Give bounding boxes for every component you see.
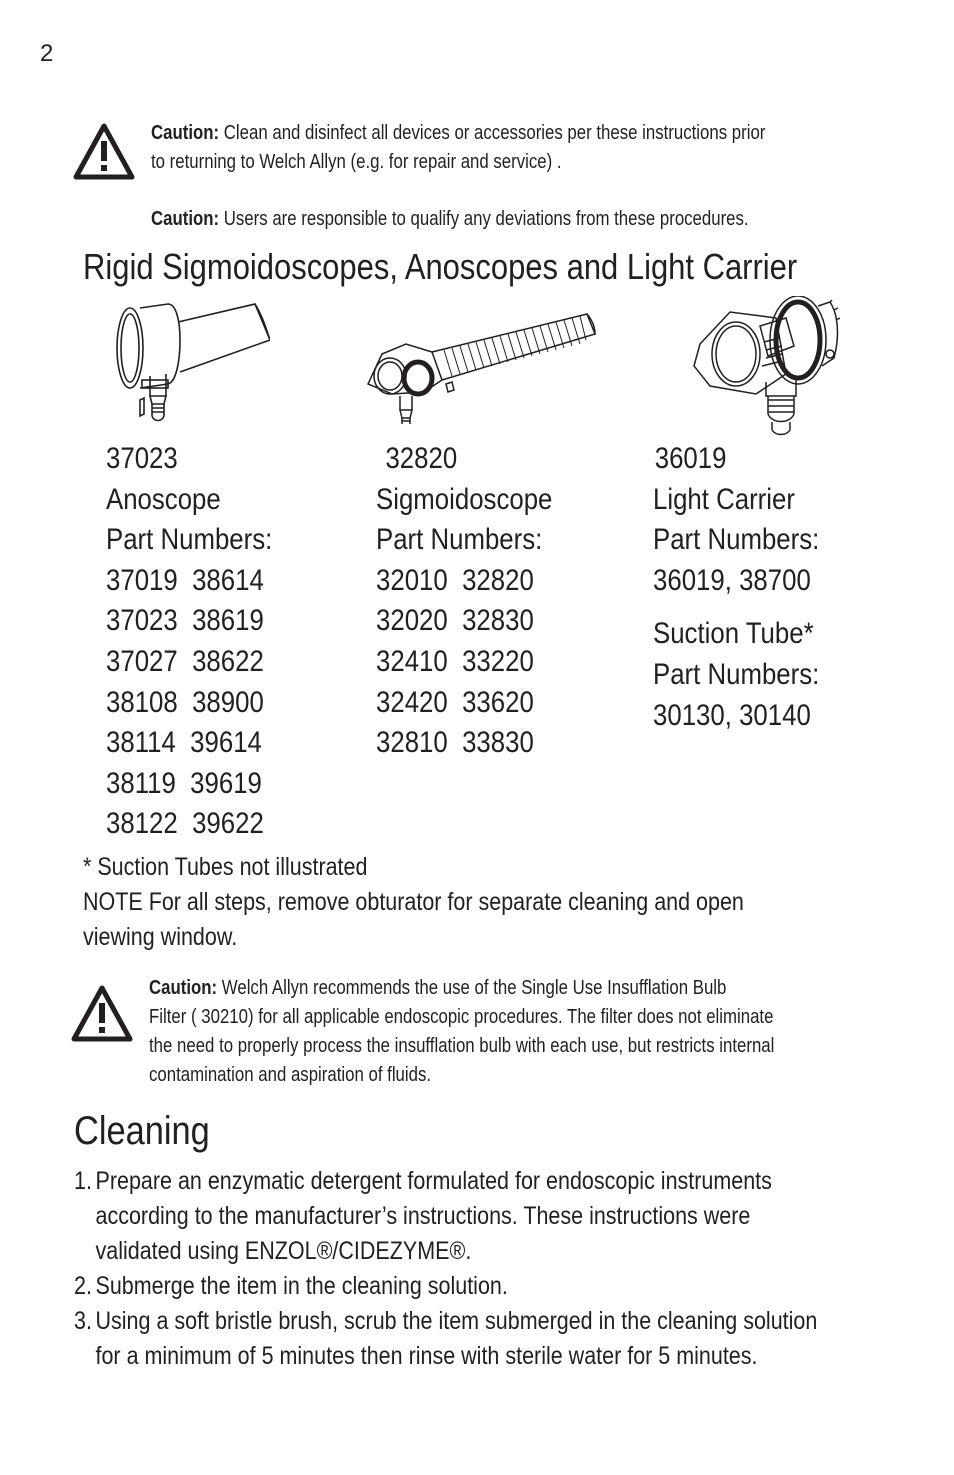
part-numbers-label: Part Numbers: <box>653 657 820 691</box>
cleaning-heading: Cleaning <box>74 1109 210 1153</box>
caution-notice-2 <box>151 205 749 234</box>
product-name: Suction Tube* <box>653 617 814 651</box>
note-line: NOTE For all steps, remove obturator for separate cleaning and open <box>83 888 744 916</box>
part-number-row: 38108 38900 <box>106 685 264 719</box>
step-text: Prepare an enzymatic detergent formulated for endoscopic instruments <box>95 1167 772 1195</box>
sigmoidoscope-illustration <box>362 312 598 427</box>
model-number: 32820 <box>385 442 458 475</box>
part-number-row: 32810 33830 <box>376 726 534 760</box>
warning-triangle-icon <box>70 984 134 1044</box>
product-column-anoscope <box>106 439 272 845</box>
caution-text: Users are responsible to qualify any deviations from these procedures. <box>223 208 749 230</box>
part-number-row: 38119 39619 <box>106 766 262 800</box>
model-number: 36019 <box>654 442 727 475</box>
part-number-row: 37027 38622 <box>106 644 264 678</box>
product-name: Anoscope <box>106 482 221 516</box>
product-column-light-carrier <box>653 439 819 736</box>
part-number-row: 30130, 30140 <box>653 698 811 732</box>
part-numbers-label: Part Numbers: <box>376 523 543 557</box>
part-number-row: 37023 38619 <box>106 604 264 638</box>
light-carrier-illustration <box>690 296 840 438</box>
footnote: * Suction Tubes not illustrated <box>83 853 368 881</box>
cleaning-steps-list <box>74 1164 900 1374</box>
step-text: for a minimum of 5 minutes then rinse with sterile water for 5 minutes. <box>95 1342 758 1370</box>
step-text: validated using ENZOL®/CIDEZYME®. <box>95 1237 472 1265</box>
caution-text: the need to properly process the insufflation bulb with each use, but restricts internal <box>149 1035 775 1057</box>
list-item <box>74 1304 900 1374</box>
caution-text: to returning to Welch Allyn (e.g. for repair and service) . <box>151 151 562 173</box>
list-item <box>74 1164 900 1269</box>
caution-text: Welch Allyn recommends the use of the Single Use Insufflation Bulb <box>221 977 727 999</box>
part-number-row: 32020 32830 <box>376 604 534 638</box>
caution-text: Filter ( 30210) for all applicable endoscopic procedures. The filter does not eliminate <box>149 1006 774 1028</box>
part-number-row: 38114 39614 <box>106 726 262 760</box>
step-text: according to the manufacturer’s instructions. These instructions were <box>95 1202 751 1230</box>
step-number: 1. <box>74 1167 92 1195</box>
part-number-row: 36019, 38700 <box>653 563 811 597</box>
caution-text: contamination and aspiration of fluids. <box>149 1064 432 1086</box>
part-numbers-label: Part Numbers: <box>653 523 820 557</box>
anoscope-illustration <box>110 300 270 425</box>
section-title: Rigid Sigmoidoscopes, Anoscopes and Light Carrier <box>83 246 798 287</box>
caution-notice-3 <box>149 974 774 1090</box>
step-number: 2. <box>74 1272 92 1300</box>
product-name: Sigmoidoscope <box>376 482 553 516</box>
caution-label: Caution: <box>151 208 220 230</box>
page-number: 2 <box>40 40 54 67</box>
part-number-row: 37019 38614 <box>106 563 264 597</box>
caution-label: Caution: <box>149 977 218 999</box>
list-item <box>74 1269 900 1304</box>
part-number-row: 38122 39622 <box>106 807 264 841</box>
note-line: viewing window. <box>83 923 238 951</box>
part-number-row: 32010 32820 <box>376 563 534 597</box>
product-name: Light Carrier <box>653 482 795 516</box>
caution-notice-1 <box>151 119 765 177</box>
step-text: Using a soft bristle brush, scrub the item submerged in the cleaning solution <box>95 1307 818 1335</box>
part-number-row: 32420 33620 <box>376 685 534 719</box>
step-text: Submerge the item in the cleaning solution. <box>95 1272 508 1300</box>
note <box>83 885 744 955</box>
warning-triangle-icon <box>72 122 136 182</box>
part-numbers-label: Part Numbers: <box>106 523 273 557</box>
product-column-sigmoidoscope <box>376 439 552 764</box>
part-number-row: 32410 33220 <box>376 644 534 678</box>
step-number: 3. <box>74 1307 92 1335</box>
model-number: 37023 <box>106 442 178 475</box>
caution-text: Clean and disinfect all devices or accessories per these instructions prior <box>223 122 766 144</box>
caution-label: Caution: <box>151 122 220 144</box>
